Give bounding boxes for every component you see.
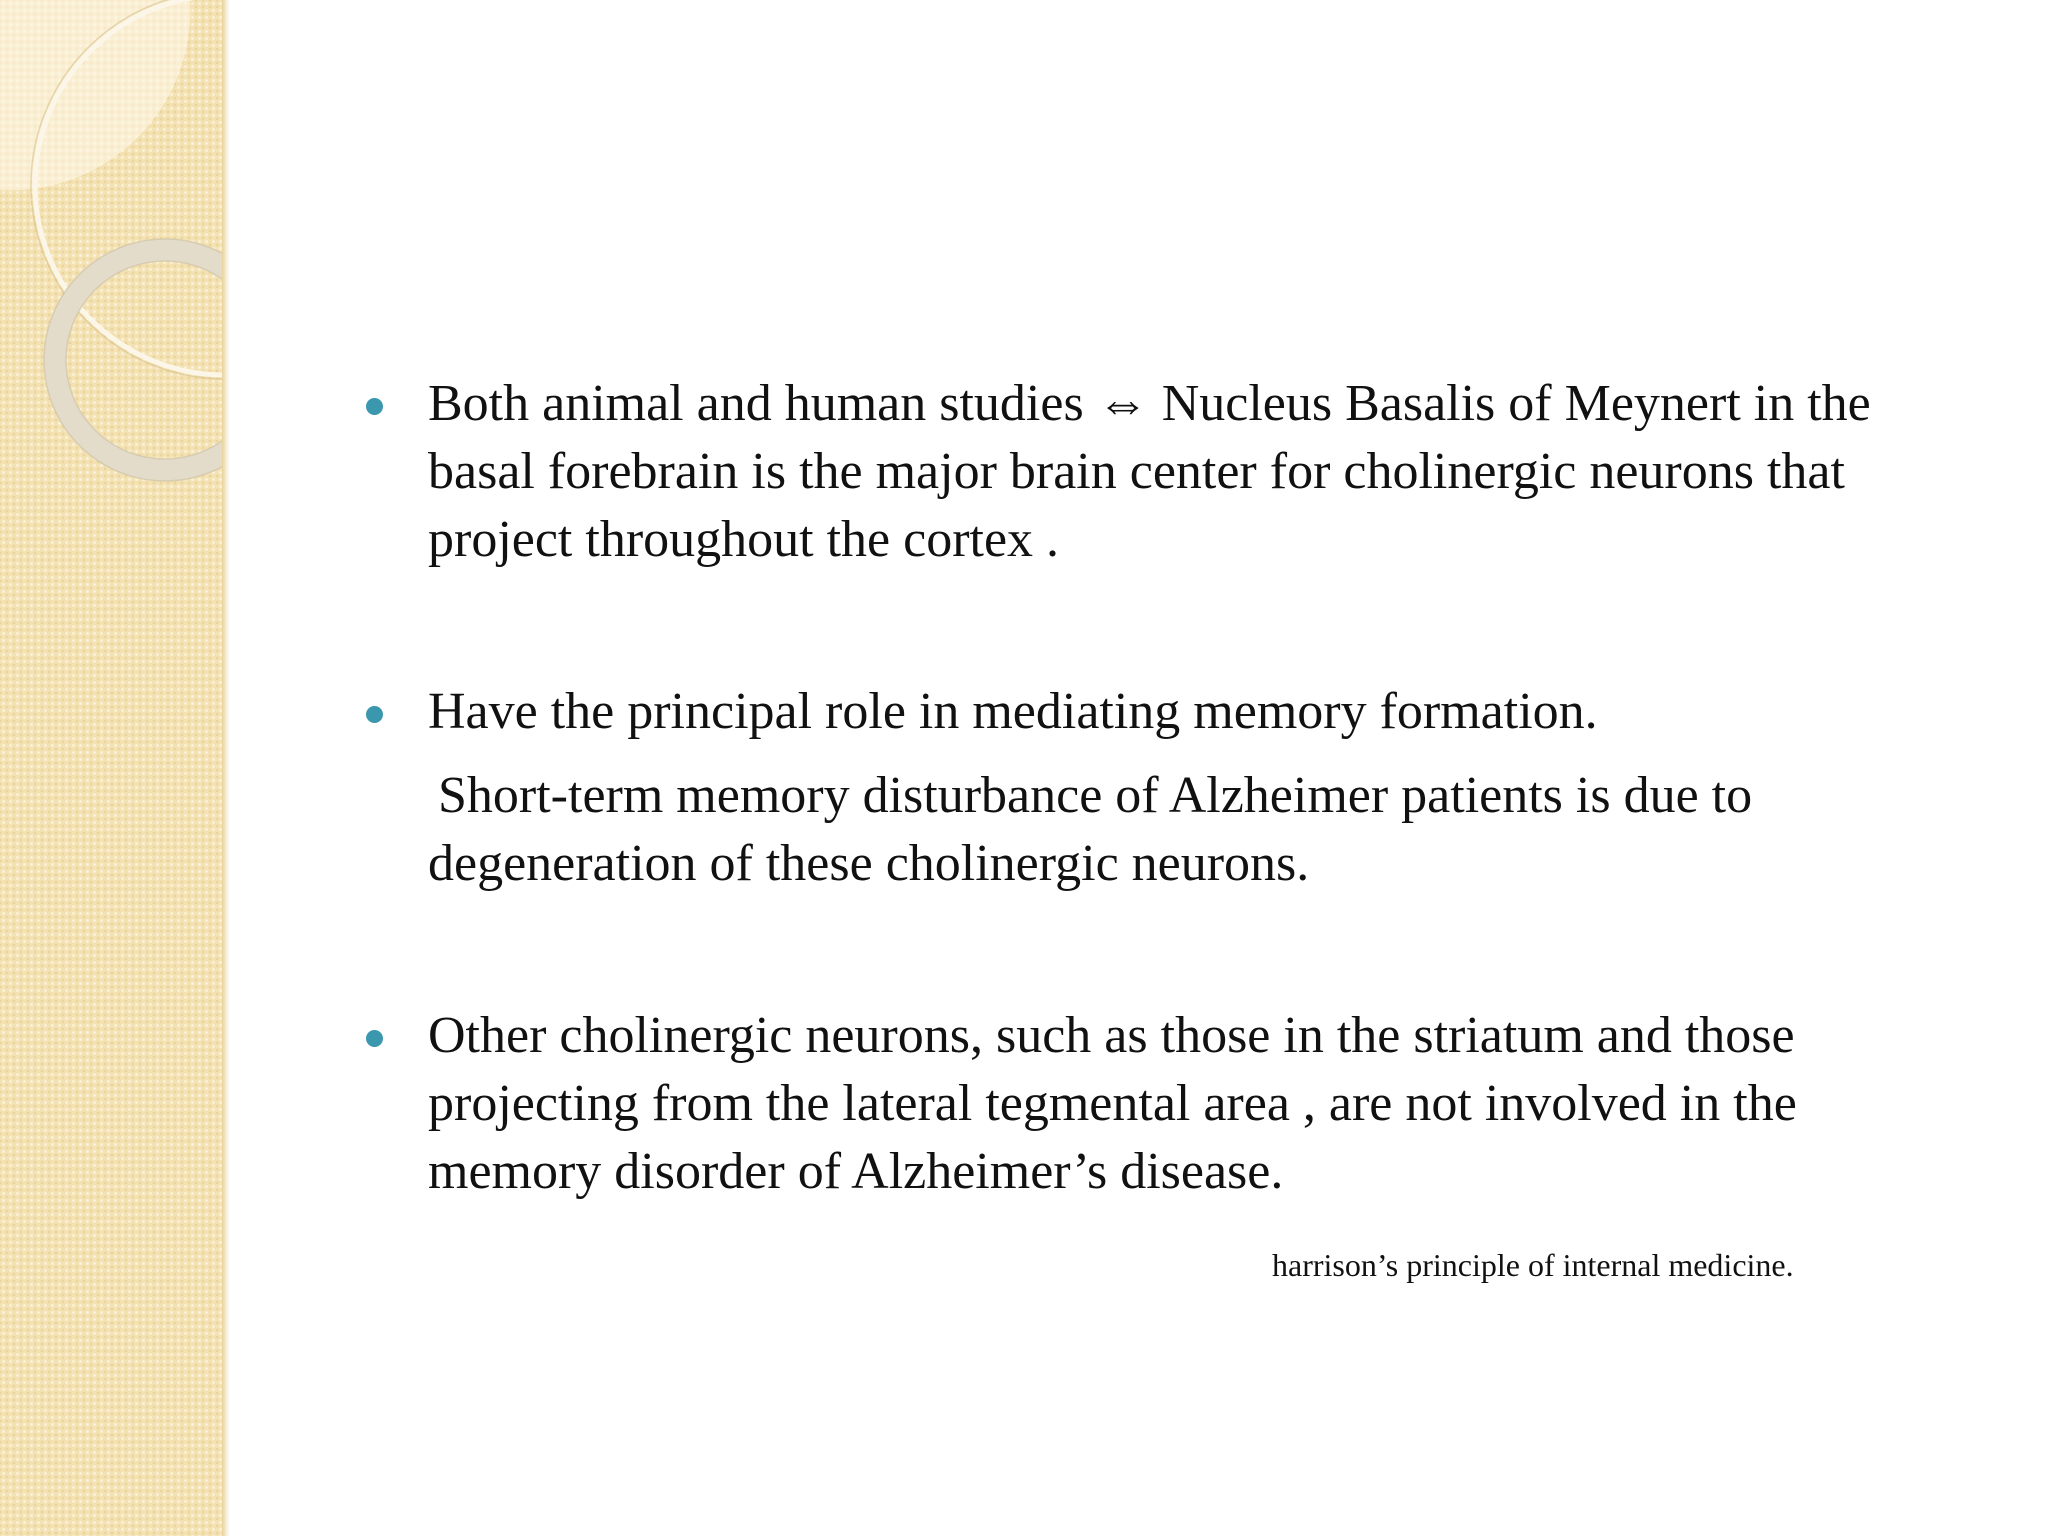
bullet-text: Other cholinergic neurons, such as those in the striatum and those projecting from the lateral tegmental area , are not involved in the memory disorder of Alzheimer’s disease. [428,1007,1797,1200]
bullet-continuation-paragraph [360,762,1980,898]
bullet-dot-icon [366,398,383,415]
decorative-rings-graphic [0,0,228,1536]
side-band-edge [222,0,230,1536]
bullet-dot-icon [366,706,383,723]
bullet-text: Both animal and human studies ⇔ Nucleus Basalis of Meynert in the basal forebrain is the major brain center for cholinergic neurons that project throughout the cortex . [428,375,1871,568]
bullet-text: Have the principal role in mediating memory formation. [428,683,1598,740]
citation-text: harrison’s principle of internal medicine. [1272,1247,1794,1283]
bullet-item [360,678,1980,746]
continuation-text: Short-term memory disturbance of Alzheimer patients is due to degeneration of these cholinergic neurons. [428,767,1753,892]
bullet-item [360,1002,1980,1206]
bullet-item [360,370,1980,574]
slide-body [360,370,1980,1206]
bullet-dot-icon [366,1030,383,1047]
decorative-side-band [0,0,228,1536]
